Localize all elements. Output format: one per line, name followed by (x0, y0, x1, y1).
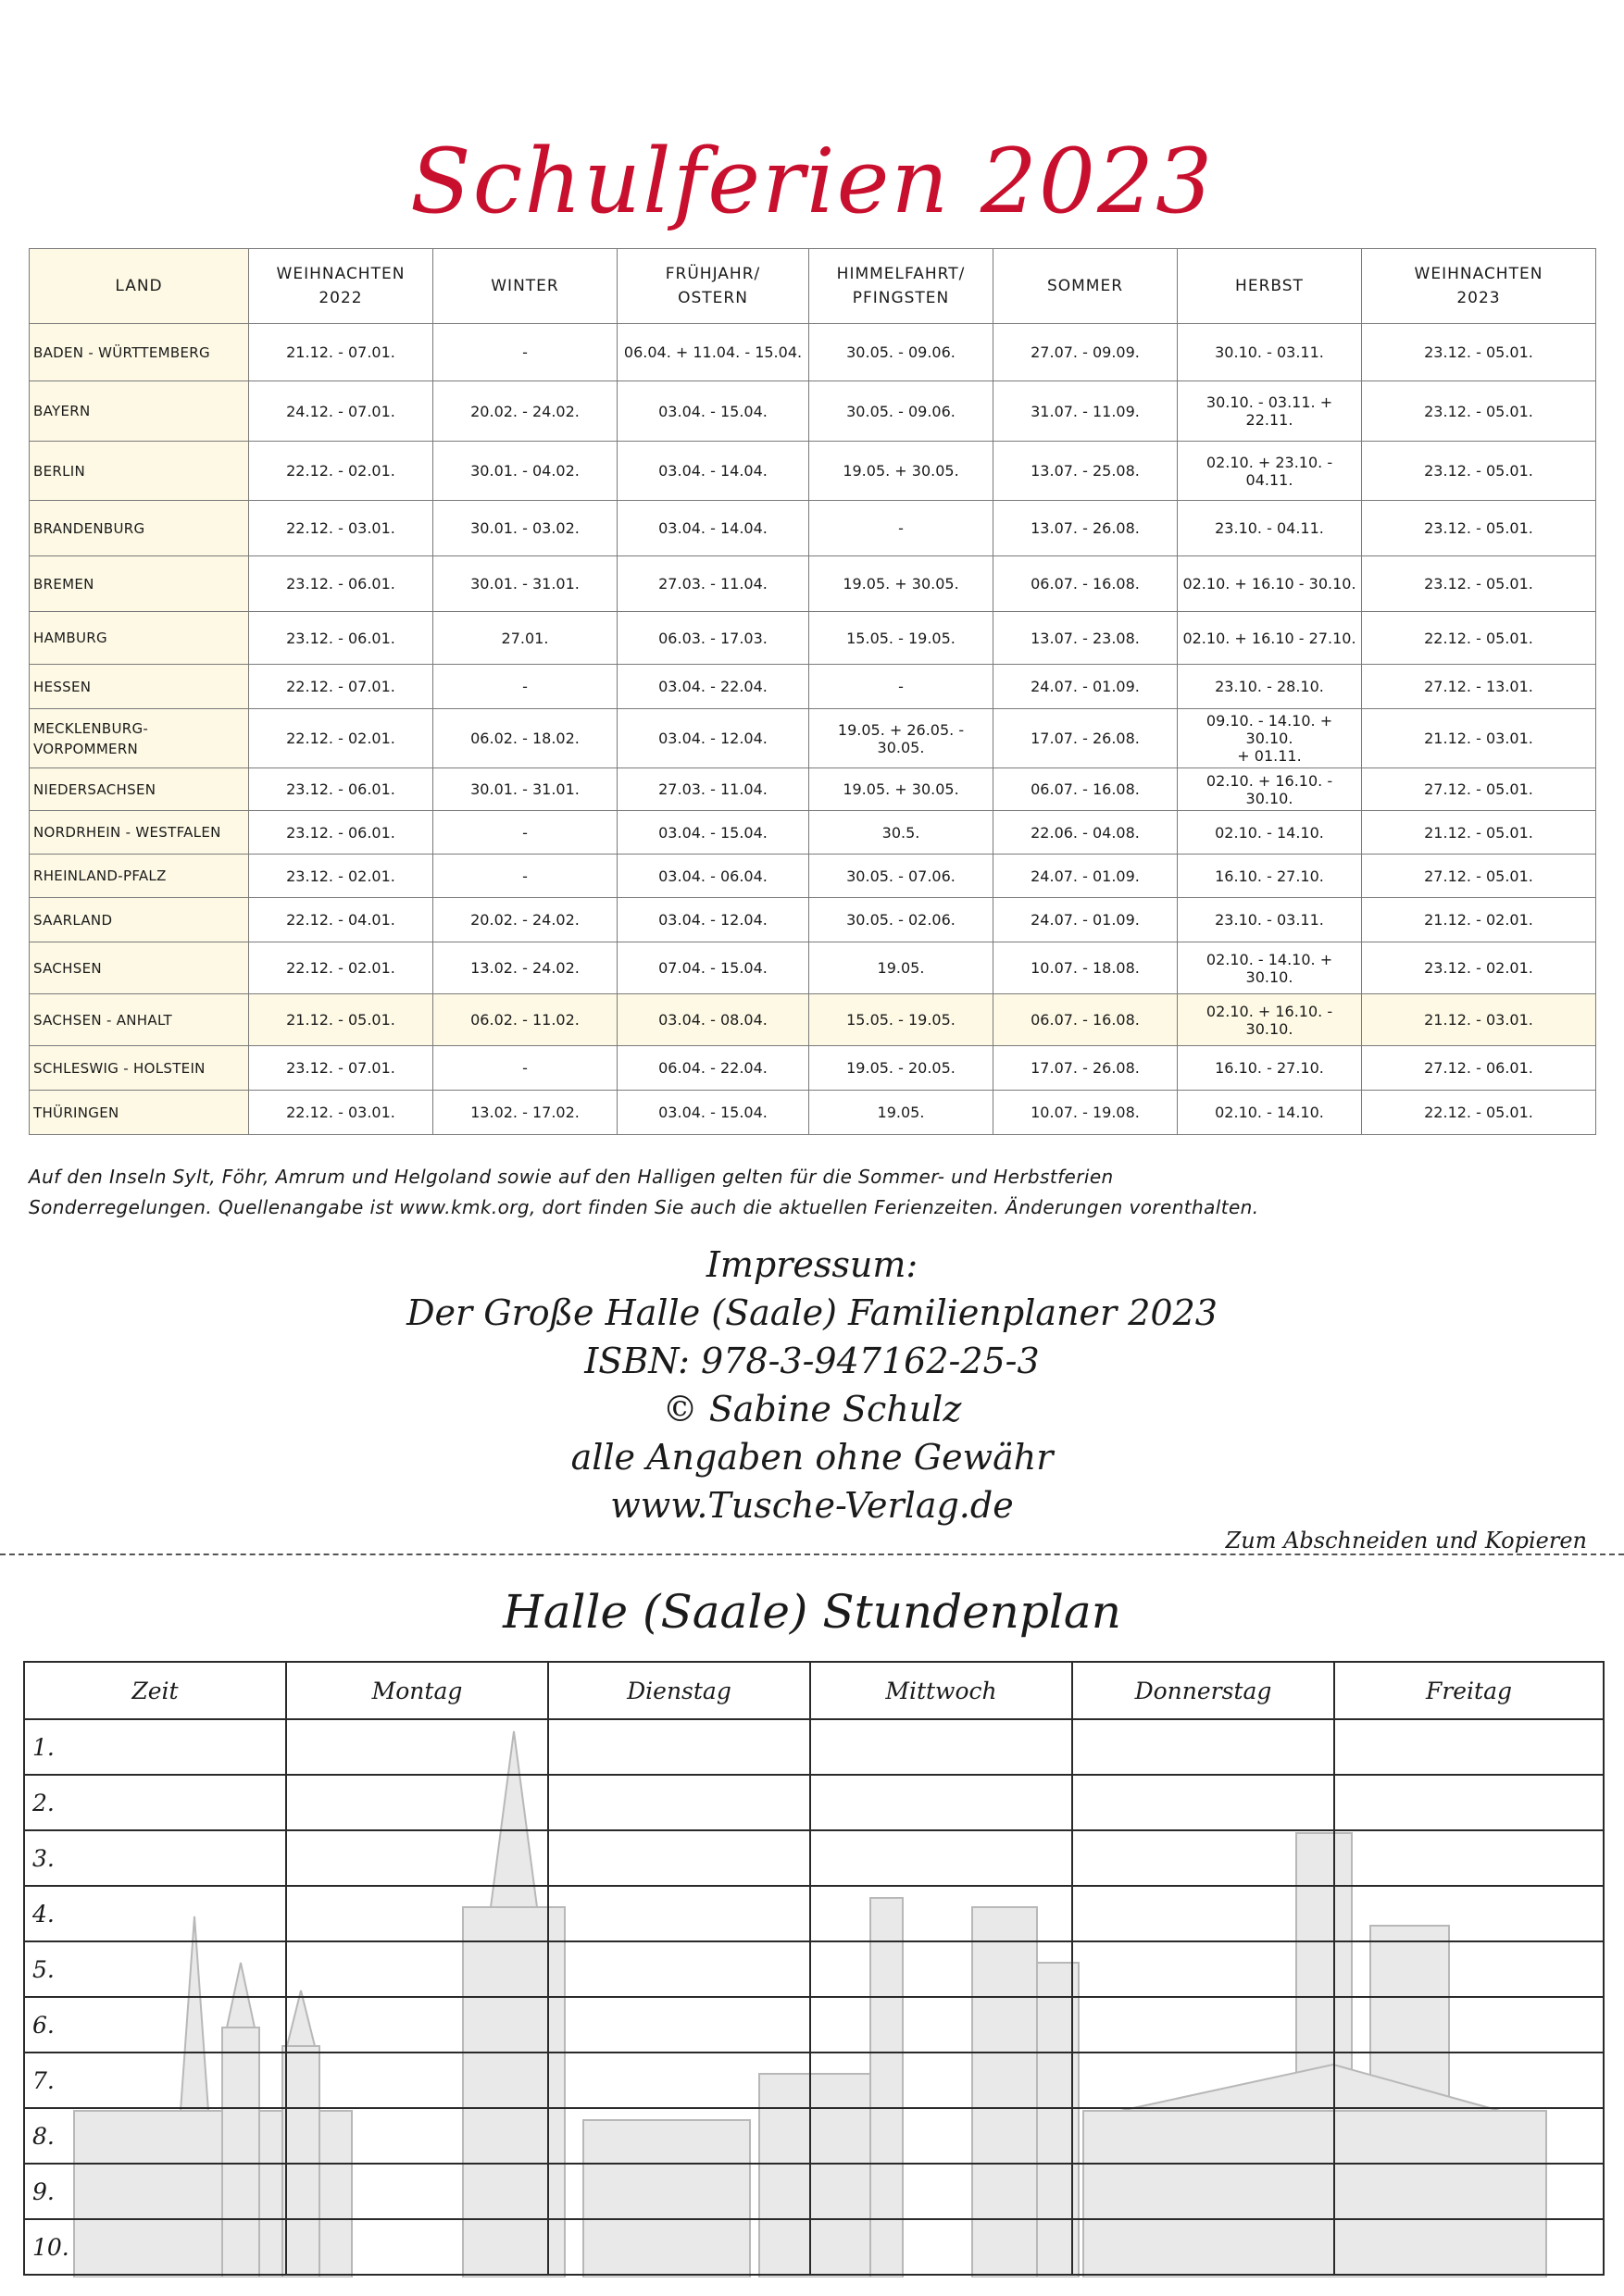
note-line: Sonderregelungen. Quellenangabe ist www.kmk.org, dort finden Sie auch die aktuellen Ferienzeiten. Änderungen vorenthalten. (29, 1196, 1259, 1218)
state-name: THÜRINGEN (30, 1091, 249, 1135)
timetable-cell[interactable] (1072, 1719, 1334, 1775)
timetable-row (24, 2108, 1604, 2164)
timetable-row (24, 1886, 1604, 1941)
holiday-period: 30.5. (809, 811, 993, 855)
timetable-cell[interactable] (1072, 2053, 1334, 2108)
timetable-cell[interactable] (548, 1719, 810, 1775)
holiday-period: 27.07. - 09.09. (993, 324, 1178, 381)
timetable-cell[interactable] (286, 2219, 548, 2275)
timetable-column-header: Dienstag (548, 1662, 810, 1719)
table-header-row (30, 249, 1596, 324)
holiday-period: 23.10. - 04.11. (1178, 501, 1362, 556)
table-row (30, 442, 1596, 501)
holiday-period: 23.12. - 05.01. (1362, 501, 1596, 556)
holiday-period: 02.10. - 14.10. (1178, 811, 1362, 855)
holiday-period: 15.05. - 19.05. (809, 612, 993, 665)
holiday-period: 23.12. - 06.01. (249, 556, 433, 612)
holiday-period: 22.12. - 03.01. (249, 501, 433, 556)
holiday-period: 23.12. - 05.01. (1362, 381, 1596, 442)
cut-label: Zum Abschneiden und Kopieren (1225, 1528, 1587, 1554)
holiday-period: 20.02. - 24.02. (433, 898, 618, 942)
holiday-period: 22.12. - 04.01. (249, 898, 433, 942)
timetable-cell[interactable] (1334, 1886, 1604, 1941)
holiday-period: 06.04. + 11.04. - 15.04. (618, 324, 809, 381)
impressum-heading: Impressum: (706, 1244, 918, 1285)
timetable-cell[interactable] (810, 1775, 1072, 1830)
timetable-cell[interactable] (548, 2108, 810, 2164)
holiday-period: - (433, 855, 618, 898)
holiday-period: 16.10. - 27.10. (1178, 1046, 1362, 1091)
holiday-period: 22.12. - 05.01. (1362, 612, 1596, 665)
holiday-period: 22.12. - 02.01. (249, 942, 433, 994)
timetable-cell[interactable] (548, 1886, 810, 1941)
timetable-cell[interactable] (1072, 2164, 1334, 2219)
state-name: SACHSEN (30, 942, 249, 994)
holiday-period: 23.12. - 06.01. (249, 811, 433, 855)
period-number: 1. (24, 1719, 286, 1775)
holiday-period: 10.07. - 19.08. (993, 1091, 1178, 1135)
impressum-website: www.Tusche-Verlag.de (610, 1485, 1014, 1526)
state-name: BAYERN (30, 381, 249, 442)
holiday-note (29, 1162, 1603, 1223)
timetable-cell[interactable] (810, 1997, 1072, 2053)
holiday-period: 03.04. - 06.04. (618, 855, 809, 898)
table-row (30, 665, 1596, 709)
holiday-period: 23.12. - 06.01. (249, 768, 433, 811)
table-row (30, 855, 1596, 898)
timetable-column-header: Freitag (1334, 1662, 1604, 1719)
note-line: Auf den Inseln Sylt, Föhr, Amrum und Helgoland sowie auf den Halligen gelten für die Sommer- und Herbstferien (29, 1166, 1114, 1188)
timetable-cell[interactable] (810, 1941, 1072, 1997)
holiday-period: 06.07. - 16.08. (993, 768, 1178, 811)
holiday-period: 06.07. - 16.08. (993, 994, 1178, 1046)
timetable-cell[interactable] (548, 1830, 810, 1886)
holiday-period: 23.12. - 06.01. (249, 612, 433, 665)
holiday-period: 31.07. - 11.09. (993, 381, 1178, 442)
timetable-row (24, 2164, 1604, 2219)
holiday-period: 22.12. - 02.01. (249, 442, 433, 501)
timetable-cell[interactable] (1334, 2219, 1604, 2275)
period-number: 4. (24, 1886, 286, 1941)
timetable-cell[interactable] (1072, 2219, 1334, 2275)
impressum-product: Der Große Halle (Saale) Familienplaner 2023 (406, 1292, 1218, 1333)
holiday-period: 22.12. - 05.01. (1362, 1091, 1596, 1135)
timetable-cell[interactable] (1334, 1941, 1604, 1997)
timetable-cell[interactable] (810, 2219, 1072, 2275)
timetable-cell[interactable] (1072, 1830, 1334, 1886)
holiday-period: - (433, 811, 618, 855)
holiday-period: 20.02. - 24.02. (433, 381, 618, 442)
holiday-period: 19.05. - 20.05. (809, 1046, 993, 1091)
timetable-column-header: Mittwoch (810, 1662, 1072, 1719)
timetable-cell[interactable] (810, 2053, 1072, 2108)
timetable-column-header: Montag (286, 1662, 548, 1719)
timetable-cell[interactable] (810, 2108, 1072, 2164)
column-header: WEIHNACHTEN 2022 (249, 249, 433, 324)
timetable-cell[interactable] (810, 1830, 1072, 1886)
holiday-period: 30.05. - 09.06. (809, 324, 993, 381)
holiday-period: 27.01. (433, 612, 618, 665)
state-name: BERLIN (30, 442, 249, 501)
period-number: 7. (24, 2053, 286, 2108)
holiday-period: 19.05. + 30.05. (809, 556, 993, 612)
table-row (30, 768, 1596, 811)
state-name: MECKLENBURG- VORPOMMERN (30, 709, 249, 768)
impressum-copyright: © Sabine Schulz (662, 1389, 962, 1429)
holiday-period: 03.04. - 08.04. (618, 994, 809, 1046)
holiday-period: 23.12. - 02.01. (1362, 942, 1596, 994)
cut-line (0, 1554, 1624, 1555)
holiday-period: 16.10. - 27.10. (1178, 855, 1362, 898)
timetable-cell[interactable] (548, 1997, 810, 2053)
holiday-period: 03.04. - 15.04. (618, 811, 809, 855)
holiday-period: 27.03. - 11.04. (618, 768, 809, 811)
holiday-period: 06.03. - 17.03. (618, 612, 809, 665)
holiday-period: 30.01. - 31.01. (433, 556, 618, 612)
holiday-period: - (809, 501, 993, 556)
holiday-period: 30.10. - 03.11. (1178, 324, 1362, 381)
holiday-period: 21.12. - 05.01. (1362, 811, 1596, 855)
timetable-row (24, 2219, 1604, 2275)
holiday-period: 03.04. - 14.04. (618, 442, 809, 501)
holiday-period: 19.05. (809, 942, 993, 994)
timetable-cell[interactable] (1334, 2053, 1604, 2108)
column-header: HERBST (1178, 249, 1362, 324)
timetable-cell[interactable] (1334, 1997, 1604, 2053)
holiday-period: 27.12. - 06.01. (1362, 1046, 1596, 1091)
holiday-period: 30.05. - 02.06. (809, 898, 993, 942)
holiday-period: - (433, 1046, 618, 1091)
holiday-period: 13.07. - 23.08. (993, 612, 1178, 665)
timetable-cell[interactable] (548, 2053, 810, 2108)
holiday-period: 03.04. - 12.04. (618, 898, 809, 942)
holiday-period: 19.05. (809, 1091, 993, 1135)
table-row (30, 709, 1596, 768)
holiday-period: 21.12. - 03.01. (1362, 994, 1596, 1046)
timetable-cell[interactable] (810, 2164, 1072, 2219)
holiday-period: 06.02. - 18.02. (433, 709, 618, 768)
timetable-cell[interactable] (286, 2164, 548, 2219)
period-number: 9. (24, 2164, 286, 2219)
holiday-period: 30.01. - 04.02. (433, 442, 618, 501)
holiday-period: 23.10. - 28.10. (1178, 665, 1362, 709)
holiday-period: 02.10. - 14.10. + 30.10. (1178, 942, 1362, 994)
holiday-period: 03.04. - 22.04. (618, 665, 809, 709)
holiday-period: 03.04. - 14.04. (618, 501, 809, 556)
holiday-period: - (809, 665, 993, 709)
holiday-period: 09.10. - 14.10. + 30.10. + 01.11. (1178, 709, 1362, 768)
holiday-period: 21.12. - 02.01. (1362, 898, 1596, 942)
timetable-row (24, 1719, 1604, 1775)
holiday-period: 24.07. - 01.09. (993, 855, 1178, 898)
timetable-cell[interactable] (1072, 1775, 1334, 1830)
holiday-period: 06.02. - 11.02. (433, 994, 618, 1046)
table-row (30, 324, 1596, 381)
timetable-cell[interactable] (1334, 2164, 1604, 2219)
state-name: SAARLAND (30, 898, 249, 942)
holiday-period: - (433, 324, 618, 381)
holiday-period: 22.12. - 07.01. (249, 665, 433, 709)
holiday-period: 03.04. - 12.04. (618, 709, 809, 768)
timetable-cell[interactable] (1334, 1719, 1604, 1775)
timetable-cell[interactable] (548, 2219, 810, 2275)
impressum-disclaimer: alle Angaben ohne Gewähr (570, 1437, 1054, 1478)
timetable-header-row (24, 1662, 1604, 1719)
table-row (30, 501, 1596, 556)
holiday-period: 17.07. - 26.08. (993, 709, 1178, 768)
table-row (30, 556, 1596, 612)
holiday-period: 23.12. - 05.01. (1362, 324, 1596, 381)
table-row (30, 381, 1596, 442)
holiday-period: 30.01. - 03.02. (433, 501, 618, 556)
holiday-period: 21.12. - 05.01. (249, 994, 433, 1046)
holiday-period: 22.12. - 03.01. (249, 1091, 433, 1135)
timetable-row (24, 1997, 1604, 2053)
table-row (30, 994, 1596, 1046)
timetable-cell[interactable] (1072, 2108, 1334, 2164)
state-name: HESSEN (30, 665, 249, 709)
timetable-cell[interactable] (286, 2053, 548, 2108)
timetable-cell[interactable] (1334, 2108, 1604, 2164)
impressum-isbn: ISBN: 978-3-947162-25-3 (584, 1341, 1040, 1381)
holiday-period: 30.05. - 07.06. (809, 855, 993, 898)
table-row (30, 811, 1596, 855)
timetable-cell[interactable] (810, 1719, 1072, 1775)
timetable-row (24, 1941, 1604, 1997)
holiday-period: 30.10. - 03.11. + 22.11. (1178, 381, 1362, 442)
state-name: NIEDERSACHSEN (30, 768, 249, 811)
period-number: 2. (24, 1775, 286, 1830)
timetable-cell[interactable] (286, 1941, 548, 1997)
holiday-period: 22.06. - 04.08. (993, 811, 1178, 855)
holiday-period: 15.05. - 19.05. (809, 994, 993, 1046)
timetable-cell[interactable] (286, 1775, 548, 1830)
holiday-period: 02.10. + 16.10. - 30.10. (1178, 994, 1362, 1046)
timetable-column-header: Zeit (24, 1662, 286, 1719)
period-number: 6. (24, 1997, 286, 2053)
state-name: BADEN - WÜRTTEMBERG (30, 324, 249, 381)
period-number: 8. (24, 2108, 286, 2164)
timetable-cell[interactable] (548, 1775, 810, 1830)
timetable-column-header: Donnerstag (1072, 1662, 1334, 1719)
holiday-period: 13.07. - 25.08. (993, 442, 1178, 501)
timetable-cell[interactable] (548, 1941, 810, 1997)
holiday-period: 27.12. - 05.01. (1362, 768, 1596, 811)
period-number: 3. (24, 1830, 286, 1886)
holiday-period: 06.04. - 22.04. (618, 1046, 809, 1091)
timetable-cell[interactable] (286, 1997, 548, 2053)
holiday-period: 23.12. - 05.01. (1362, 442, 1596, 501)
timetable-cell[interactable] (286, 2108, 548, 2164)
timetable-cell[interactable] (1334, 1830, 1604, 1886)
table-row (30, 1091, 1596, 1135)
holiday-period: 19.05. + 30.05. (809, 768, 993, 811)
column-header: SOMMER (993, 249, 1178, 324)
state-name: RHEINLAND-PFALZ (30, 855, 249, 898)
state-name: HAMBURG (30, 612, 249, 665)
column-header: FRÜHJAHR/ OSTERN (618, 249, 809, 324)
timetable-cell[interactable] (286, 1886, 548, 1941)
timetable-cell[interactable] (548, 2164, 810, 2219)
holiday-period: 02.10. + 16.10. - 30.10. (1178, 768, 1362, 811)
state-name: SACHSEN - ANHALT (30, 994, 249, 1046)
holiday-period: 23.10. - 03.11. (1178, 898, 1362, 942)
timetable-cell[interactable] (286, 1719, 548, 1775)
timetable-title: Halle (Saale) Stundenplan (503, 1585, 1121, 1639)
holiday-period: 24.12. - 07.01. (249, 381, 433, 442)
timetable-cell[interactable] (1072, 1997, 1334, 2053)
table-row (30, 1046, 1596, 1091)
column-header: WEIHNACHTEN 2023 (1362, 249, 1596, 324)
holiday-period: 13.07. - 26.08. (993, 501, 1178, 556)
holiday-period: - (433, 665, 618, 709)
period-number: 5. (24, 1941, 286, 1997)
holiday-period: 02.10. + 23.10. - 04.11. (1178, 442, 1362, 501)
holiday-period: 21.12. - 07.01. (249, 324, 433, 381)
holiday-period: 21.12. - 03.01. (1362, 709, 1596, 768)
holiday-period: 23.12. - 02.01. (249, 855, 433, 898)
state-name: BRANDENBURG (30, 501, 249, 556)
holiday-period: 30.05. - 09.06. (809, 381, 993, 442)
holiday-period: 02.10. + 16.10 - 30.10. (1178, 556, 1362, 612)
holiday-period: 02.10. + 16.10 - 27.10. (1178, 612, 1362, 665)
page-title: Schulferien 2023 (409, 130, 1215, 233)
holiday-period: 10.07. - 18.08. (993, 942, 1178, 994)
holiday-period: 03.04. - 15.04. (618, 381, 809, 442)
state-name: NORDRHEIN - WESTFALEN (30, 811, 249, 855)
holiday-period: 22.12. - 02.01. (249, 709, 433, 768)
timetable-cell[interactable] (810, 1886, 1072, 1941)
column-header-land: LAND (30, 249, 249, 324)
holiday-period: 27.03. - 11.04. (618, 556, 809, 612)
timetable-cell[interactable] (1072, 1886, 1334, 1941)
impressum (0, 1241, 1624, 1529)
table-row (30, 612, 1596, 665)
school-holidays-table (29, 248, 1596, 1135)
holiday-period: 03.04. - 15.04. (618, 1091, 809, 1135)
holiday-period: 24.07. - 01.09. (993, 665, 1178, 709)
column-header: WINTER (433, 249, 618, 324)
holiday-period: 19.05. + 26.05. - 30.05. (809, 709, 993, 768)
timetable-row (24, 2053, 1604, 2108)
holiday-period: 06.07. - 16.08. (993, 556, 1178, 612)
holiday-period: 24.07. - 01.09. (993, 898, 1178, 942)
timetable-cell[interactable] (1072, 1941, 1334, 1997)
period-number: 10. (24, 2219, 286, 2275)
timetable-row (24, 1830, 1604, 1886)
holiday-period: 23.12. - 05.01. (1362, 556, 1596, 612)
table-row (30, 898, 1596, 942)
timetable-row (24, 1775, 1604, 1830)
timetable-cell[interactable] (286, 1830, 548, 1886)
holiday-period: 27.12. - 13.01. (1362, 665, 1596, 709)
timetable-cell[interactable] (1334, 1775, 1604, 1830)
holiday-period: 13.02. - 17.02. (433, 1091, 618, 1135)
table-row (30, 942, 1596, 994)
holiday-period: 23.12. - 07.01. (249, 1046, 433, 1091)
state-name: SCHLESWIG - HOLSTEIN (30, 1046, 249, 1091)
state-name: BREMEN (30, 556, 249, 612)
holiday-period: 27.12. - 05.01. (1362, 855, 1596, 898)
holiday-period: 30.01. - 31.01. (433, 768, 618, 811)
holiday-period: 13.02. - 24.02. (433, 942, 618, 994)
holiday-period: 17.07. - 26.08. (993, 1046, 1178, 1091)
holiday-period: 19.05. + 30.05. (809, 442, 993, 501)
holiday-period: 02.10. - 14.10. (1178, 1091, 1362, 1135)
timetable (23, 1661, 1605, 2276)
column-header: HIMMELFAHRT/ PFINGSTEN (809, 249, 993, 324)
holiday-period: 07.04. - 15.04. (618, 942, 809, 994)
